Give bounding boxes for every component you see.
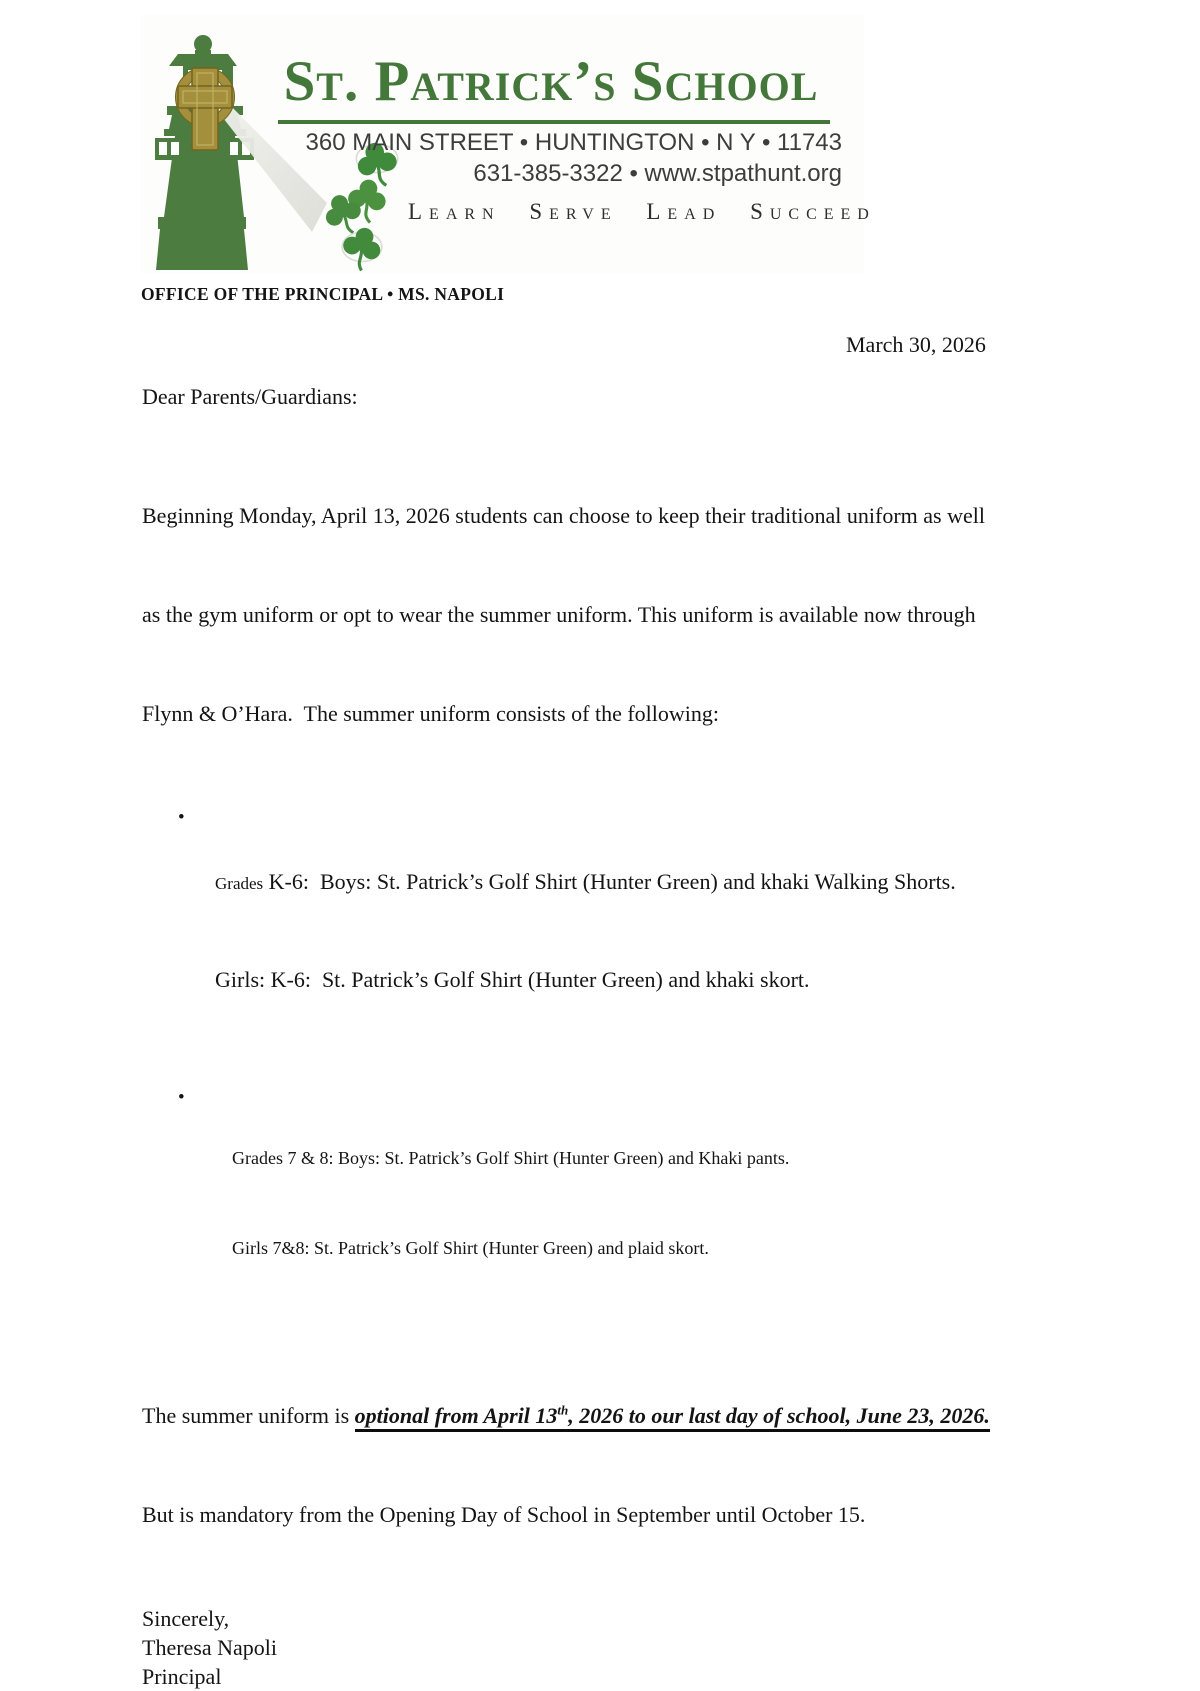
letterhead [140, 15, 876, 273]
letter-page [0, 15, 1200, 1689]
address-line2: 631-385-3322 • www.stpathunt.org [473, 160, 842, 187]
closing-line2: But is mandatory from the Opening Day of School in September until October 15. [142, 1502, 866, 1527]
letter-date: March 30, 2026 [846, 332, 986, 357]
address-line1: 360 MAIN STREET • HUNTINGTON • N Y • 11743 [305, 129, 842, 156]
signoff-name: Theresa Napoli [142, 1635, 277, 1660]
bullet-line: Girls: K-6: St. Patrick’s Golf Shirt (Hunter Green) and khaki skort. [215, 967, 810, 992]
optional-dates-emphasis [355, 1403, 990, 1432]
shamrock-icon [341, 226, 383, 272]
paragraph-line: Beginning Monday, April 13, 2026 students can choose to keep their traditional uniform as well [142, 503, 985, 528]
closing-paragraph [142, 1333, 1122, 1597]
emphasis-text: , 2026 to our last day of school, June 23, 2026. [568, 1403, 990, 1428]
bullet-line-rest: K-6: Boys: St. Patrick’s Golf Shirt (Hunter Green) and khaki Walking Shorts. [263, 869, 956, 894]
title-underline [278, 120, 830, 124]
bullet-icon: • [178, 807, 185, 828]
intro-paragraph [142, 433, 1102, 796]
school-address [306, 127, 842, 189]
salutation: Dear Parents/Guardians: [142, 384, 358, 409]
closing-line1 [142, 1399, 1122, 1432]
closing-prefix: The summer uniform is [142, 1403, 355, 1428]
ordinal-superscript: th [557, 1402, 569, 1418]
bullet-line: Girls 7&8: St. Patrick’s Golf Shirt (Hunter Green) and plaid skort. [232, 1238, 709, 1258]
paragraph-line: Flynn & O’Hara. The summer uniform consists of the following: [142, 701, 720, 726]
signoff-title: Principal [142, 1664, 222, 1689]
bullet-line: Grades 7 & 8: Boys: St. Patrick’s Golf Shirt (Hunter Green) and Khaki pants. [232, 1148, 790, 1168]
school-motto: Learn Serve Lead Succeed [408, 199, 876, 224]
bullet-line [215, 866, 956, 900]
list-item [142, 1083, 1200, 1323]
emphasis-text: optional from April 13 [354, 1403, 558, 1428]
grades-label: Grades [215, 874, 264, 893]
school-name: St. Patrick’s School [283, 50, 819, 113]
office-of-principal-line: OFFICE OF THE PRINCIPAL • MS. NAPOLI [141, 284, 505, 304]
bullet-icon: • [178, 1087, 185, 1108]
bullet-text [215, 802, 956, 1060]
paragraph-line: as the gym uniform or opt to wear the summer uniform. This uniform is available now through [142, 602, 976, 627]
list-item [142, 802, 1200, 1060]
signature-block [142, 1604, 1200, 1691]
bullet-text [232, 1083, 789, 1323]
uniform-bullet-list [142, 802, 1200, 1323]
signoff-closing: Sincerely, [142, 1606, 230, 1631]
